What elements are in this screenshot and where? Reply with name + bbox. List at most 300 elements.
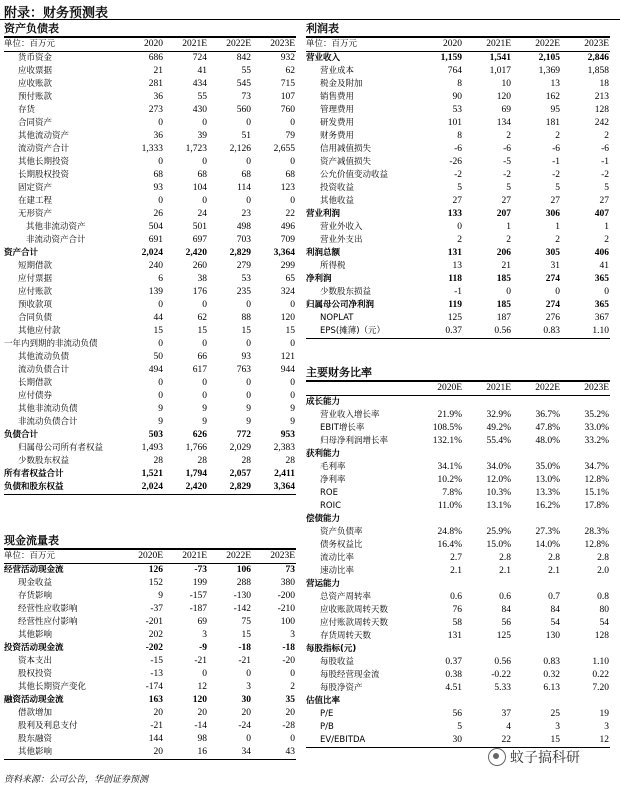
table-row	[306, 578, 610, 591]
row-value: 932	[280, 53, 295, 63]
row-value: 18	[599, 79, 609, 89]
row-value: 144	[148, 734, 163, 744]
table-row	[4, 442, 296, 455]
row-value: 76	[452, 605, 462, 615]
row-value: 0.7	[548, 592, 560, 602]
row-value: 133	[447, 209, 462, 219]
row-label: 毛利率	[320, 462, 346, 472]
table-row	[306, 169, 610, 182]
row-value: 134	[496, 118, 511, 128]
table-row	[306, 734, 610, 748]
row-label: 预付账款	[18, 92, 53, 102]
row-value: 306	[545, 209, 560, 219]
table-row	[4, 481, 296, 495]
row-value: 2,420	[185, 248, 207, 258]
row-value: 125	[496, 631, 511, 641]
row-value: 2.0	[597, 566, 609, 576]
row-value: 9	[246, 404, 251, 414]
header-year: 2022E	[512, 38, 561, 52]
row-label: 少数股东权益	[18, 456, 70, 466]
row-value: 1	[604, 222, 609, 232]
row-value: 119	[448, 300, 462, 310]
row-label: 速动比率	[320, 566, 355, 576]
table-row	[4, 746, 296, 760]
row-value: 19	[599, 709, 609, 719]
row-value: 62	[197, 313, 207, 323]
row-value: 6.13	[543, 683, 560, 693]
row-label: 资产减值损失	[320, 157, 372, 167]
row-value: 0	[246, 391, 251, 401]
row-value	[512, 396, 561, 410]
row-value: 2.8	[548, 553, 560, 563]
row-value: 0.6	[450, 592, 462, 602]
row-label: 股权投资	[18, 669, 53, 679]
row-label: 资产负债率	[320, 527, 363, 537]
table-row	[4, 564, 296, 578]
row-value: 73	[241, 92, 251, 102]
row-value: 12.8%	[584, 540, 609, 550]
row-value: 1,723	[185, 144, 207, 154]
table-row	[306, 526, 610, 539]
row-value: 123	[280, 183, 295, 193]
row-value: 0	[555, 287, 560, 297]
table-row	[4, 195, 296, 208]
row-value: 430	[192, 105, 207, 115]
table-row	[4, 681, 296, 694]
row-value: 0.37	[445, 657, 462, 667]
table-row	[4, 325, 296, 338]
row-value: -142	[233, 604, 251, 614]
table-row	[306, 500, 610, 513]
row-value: 68	[153, 170, 163, 180]
table-row	[306, 208, 610, 221]
row-value: 763	[236, 365, 251, 375]
row-value	[512, 448, 561, 461]
row-value: 0	[604, 287, 609, 297]
table-row	[306, 422, 610, 435]
row-value: 185	[496, 274, 511, 284]
row-value: 36.7%	[535, 410, 560, 420]
row-label: 经营性应收影响	[18, 604, 78, 614]
row-label: P/B	[320, 722, 334, 732]
row-label: 其他流动负债	[18, 352, 70, 362]
row-value: 33.2%	[584, 436, 609, 446]
row-value: 2,029	[229, 443, 251, 453]
row-value: 21	[501, 261, 511, 271]
row-label: 营业收入	[306, 53, 341, 63]
row-value: 953	[280, 430, 295, 440]
row-value: 1,521	[141, 469, 163, 479]
row-value: 0	[202, 339, 207, 349]
row-value: -210	[277, 604, 295, 614]
row-value: 56	[501, 618, 511, 628]
row-value: 545	[236, 79, 251, 89]
table-row	[306, 708, 610, 721]
row-label: 长期借款	[18, 378, 53, 388]
row-value: -73	[194, 565, 207, 575]
table-header-row	[306, 382, 610, 396]
row-value: 163	[148, 695, 163, 705]
row-value: 0	[158, 339, 163, 349]
row-value: 0	[246, 118, 251, 128]
row-value: 36	[153, 131, 163, 141]
row-value: 36	[153, 92, 163, 102]
row-value: -6	[552, 144, 560, 154]
table-row	[306, 565, 610, 578]
table-row	[4, 720, 296, 733]
row-label: 应收账款周转天数	[320, 605, 389, 615]
row-value: 49.2%	[486, 423, 511, 433]
row-value: 8	[457, 79, 462, 89]
row-label: 资本支出	[18, 656, 53, 666]
row-value: 697	[192, 235, 207, 245]
row-value: 47.8%	[535, 423, 560, 433]
row-value: 764	[447, 66, 462, 76]
row-value: 2.1	[499, 566, 511, 576]
income-statement-table	[306, 38, 610, 339]
row-value: 617	[192, 365, 207, 375]
table-row	[306, 695, 610, 708]
row-value	[414, 643, 463, 656]
table-row	[4, 429, 296, 442]
header-unit-label: 单位：百万元	[4, 38, 120, 52]
row-value: 20	[285, 708, 295, 718]
row-value: 9	[290, 417, 295, 427]
row-value: 51	[241, 131, 251, 141]
row-value: 104	[192, 183, 207, 193]
row-value: 132.1%	[432, 436, 462, 446]
row-value: 35	[285, 695, 295, 705]
table-row	[306, 396, 610, 410]
row-value	[463, 643, 512, 656]
table-row	[306, 539, 610, 552]
table-row	[306, 286, 610, 299]
table-row	[4, 590, 296, 603]
table-row	[306, 156, 610, 169]
row-value: 39	[197, 131, 207, 141]
row-value	[512, 643, 561, 656]
row-value: 100	[280, 617, 295, 627]
row-value: 11.0%	[437, 501, 462, 511]
row-value: -18	[238, 643, 251, 653]
row-value: -28	[282, 721, 295, 731]
row-value: 139	[148, 287, 163, 297]
row-value: 10	[501, 79, 511, 89]
row-value: 2,829	[229, 248, 251, 258]
table-row	[4, 733, 296, 746]
row-value: 20	[120, 746, 164, 760]
row-value	[463, 695, 512, 708]
row-value: 0.83	[543, 657, 560, 667]
row-value: -2	[503, 170, 511, 180]
row-label: 应付债券	[18, 391, 53, 401]
row-label: 其他影响	[18, 630, 53, 640]
row-value: 0.8	[597, 592, 609, 602]
table-row	[4, 299, 296, 312]
row-value: 2	[555, 235, 560, 245]
row-label: 其他非流动资产	[26, 222, 86, 232]
row-value: 2	[604, 131, 609, 141]
row-value: -174	[145, 682, 163, 692]
row-value: -6	[503, 144, 511, 154]
row-value: -18	[282, 643, 295, 653]
row-value: 2.1	[548, 566, 560, 576]
row-value: 501	[192, 222, 207, 232]
row-value: 15	[241, 630, 251, 640]
row-label: 信用减值损失	[320, 144, 372, 154]
row-value: 365	[594, 300, 609, 310]
row-value: 5	[457, 722, 462, 732]
watermark	[488, 747, 580, 767]
row-value: 13	[550, 79, 560, 89]
row-value: 56	[452, 709, 462, 719]
row-value: 407	[594, 209, 609, 219]
row-label: 营业成本	[320, 66, 355, 76]
row-value: 12.0%	[486, 475, 511, 485]
row-label: 投资活动现金流	[4, 643, 64, 653]
row-value: 25	[550, 709, 560, 719]
row-value: -9	[199, 643, 207, 653]
row-label: 净利润	[306, 274, 332, 284]
table-header-row	[4, 38, 296, 52]
row-value: 1,766	[185, 443, 207, 453]
row-value: 30	[241, 695, 251, 705]
row-value: 68	[241, 170, 251, 180]
row-value: 34	[208, 746, 252, 760]
row-value: 98	[197, 734, 207, 744]
row-value: 68	[197, 170, 207, 180]
row-label: 负债和股东权益	[4, 481, 120, 495]
row-value: 274	[545, 274, 560, 284]
row-label: 应付账款	[18, 287, 53, 297]
table-row	[4, 169, 296, 182]
header-year: 2021E	[463, 38, 512, 52]
row-label: 经营活动现金流	[4, 565, 64, 575]
row-value: 16.2%	[535, 501, 560, 511]
row-value: 0.6	[499, 592, 511, 602]
row-value: 27.3%	[535, 527, 560, 537]
table-row	[4, 338, 296, 351]
table-row	[306, 52, 610, 66]
row-value	[414, 448, 463, 461]
row-label: 借款增加	[18, 708, 53, 718]
row-label: P/E	[320, 709, 334, 719]
row-value: 28	[153, 456, 163, 466]
row-label: 其他影响	[4, 746, 120, 760]
row-value: 0	[246, 378, 251, 388]
row-label: 销售费用	[320, 92, 355, 102]
row-value	[561, 643, 610, 656]
row-value	[561, 578, 610, 591]
row-value: 120	[496, 92, 511, 102]
row-value: 5	[506, 183, 511, 193]
row-value	[512, 695, 561, 708]
row-value: 101	[447, 118, 462, 128]
row-value: 15	[153, 326, 163, 336]
row-value: -157	[189, 591, 207, 601]
row-value: 75	[241, 617, 251, 627]
row-label: 利润总额	[306, 248, 341, 258]
row-value: -6	[601, 144, 609, 154]
row-value: 0	[158, 196, 163, 206]
table-row	[306, 91, 610, 104]
row-value: 7.8%	[442, 488, 462, 498]
row-label: 每股净资产	[320, 683, 363, 693]
row-value: 2,411	[274, 469, 295, 479]
row-value: 5	[604, 183, 609, 193]
row-value: 0	[246, 196, 251, 206]
row-label: 负债合计	[4, 430, 39, 440]
row-value: 126	[148, 565, 163, 575]
row-value: 503	[148, 430, 163, 440]
row-value: 0.38	[445, 670, 462, 680]
row-value: 724	[192, 53, 207, 63]
row-value: 34.0%	[486, 462, 511, 472]
row-label: 存货周转天数	[320, 631, 372, 641]
row-label: 非流动负债合计	[18, 417, 78, 427]
row-value: -2	[454, 170, 462, 180]
row-value: 88	[241, 313, 251, 323]
table-row	[306, 299, 610, 312]
row-value: 93	[153, 183, 163, 193]
row-value: 0	[506, 287, 511, 297]
row-value: 9	[158, 417, 163, 427]
row-value: 3	[246, 682, 251, 692]
row-label: 所有者权益合计	[4, 469, 64, 479]
table-row	[4, 455, 296, 468]
row-value: 15	[512, 734, 561, 748]
row-value: -13	[150, 669, 163, 679]
table-row	[306, 247, 610, 260]
row-value: 25.9%	[486, 527, 511, 537]
table-row	[4, 91, 296, 104]
row-value: 69	[197, 617, 207, 627]
row-label: 投资收益	[320, 183, 355, 193]
header-year: 2020E	[120, 550, 164, 564]
header-year: 2023E	[561, 382, 610, 396]
row-value: 2	[604, 235, 609, 245]
row-value: 9	[290, 404, 295, 414]
row-value: 260	[192, 261, 207, 271]
row-value: 28	[197, 456, 207, 466]
row-value: 43	[252, 746, 296, 760]
row-value: 121	[280, 352, 295, 362]
row-value: 9	[158, 591, 163, 601]
row-value: -15	[150, 656, 163, 666]
row-value: 44	[153, 313, 163, 323]
table-row	[4, 403, 296, 416]
row-value: 5.33	[494, 683, 511, 693]
row-label: 货币资金	[18, 53, 53, 63]
row-value: 48.0%	[535, 436, 560, 446]
row-value: 10.2%	[437, 475, 462, 485]
row-value	[414, 513, 463, 526]
row-label: 应收账款	[18, 79, 53, 89]
row-value: 90	[452, 92, 462, 102]
row-value: 202	[148, 630, 163, 640]
row-label: 预收款项	[18, 300, 53, 310]
row-value: 28.3%	[584, 527, 609, 537]
row-value: 10.3%	[486, 488, 511, 498]
row-value: 27	[550, 196, 560, 206]
row-value: 53	[452, 105, 462, 115]
row-value: 54	[599, 618, 609, 628]
table-row	[306, 669, 610, 682]
row-value: 66	[197, 352, 207, 362]
row-value	[414, 396, 463, 410]
table-row	[4, 416, 296, 429]
row-label: NOPLAT	[320, 313, 354, 323]
row-value: 0	[202, 196, 207, 206]
ratios-title: 主要财务比率	[306, 366, 372, 379]
row-value	[463, 578, 512, 591]
row-label: 财务费用	[320, 131, 355, 141]
table-row	[4, 65, 296, 78]
row-value: 0	[290, 378, 295, 388]
row-value: 0	[290, 118, 295, 128]
row-value: 23	[241, 209, 251, 219]
row-value: 0	[290, 391, 295, 401]
row-value: 3	[604, 722, 609, 732]
row-value: 1,017	[489, 66, 511, 76]
row-value: 0	[202, 669, 207, 679]
row-value: 709	[280, 235, 295, 245]
row-value: 691	[148, 235, 163, 245]
row-value: 12.8%	[584, 475, 609, 485]
row-value: 16.4%	[437, 540, 462, 550]
row-label: 营业利润	[306, 209, 341, 219]
table-row	[4, 273, 296, 286]
row-label: 其他长期资产变化	[18, 682, 87, 692]
row-value: 9	[246, 417, 251, 427]
row-value: 128	[594, 105, 609, 115]
table-row	[4, 260, 296, 273]
row-label: 管理费用	[320, 105, 355, 115]
row-value: 12	[561, 734, 610, 748]
row-value: -1	[454, 287, 462, 297]
row-value: 84	[501, 605, 511, 615]
row-label: ROE	[320, 488, 338, 498]
row-label: 研发费用	[320, 118, 355, 128]
row-label: 融资活动现金流	[4, 695, 64, 705]
row-label: 每股经营现金流	[320, 670, 380, 680]
row-value	[414, 578, 463, 591]
table-row	[306, 78, 610, 91]
row-value: 0	[202, 300, 207, 310]
row-value: 130	[545, 631, 560, 641]
table-row	[4, 130, 296, 143]
table-row	[4, 234, 296, 247]
row-value: 1,159	[440, 53, 462, 63]
row-value: 15	[241, 326, 251, 336]
row-value: 1.10	[561, 325, 610, 339]
row-value: 31	[550, 261, 560, 271]
row-label: 估值比率	[306, 696, 341, 706]
row-value: 9	[158, 404, 163, 414]
row-value: 27	[452, 196, 462, 206]
table-row	[4, 156, 296, 169]
row-value: 2	[555, 131, 560, 141]
row-label: 每股收益	[320, 657, 355, 667]
row-value: 128	[594, 631, 609, 641]
row-value: 176	[192, 287, 207, 297]
row-value: 380	[280, 578, 295, 588]
row-value: 13.3%	[535, 488, 560, 498]
row-value: 365	[594, 274, 609, 284]
row-value: 0	[158, 391, 163, 401]
row-value: 32.9%	[486, 410, 511, 420]
row-value: -6	[454, 144, 462, 154]
